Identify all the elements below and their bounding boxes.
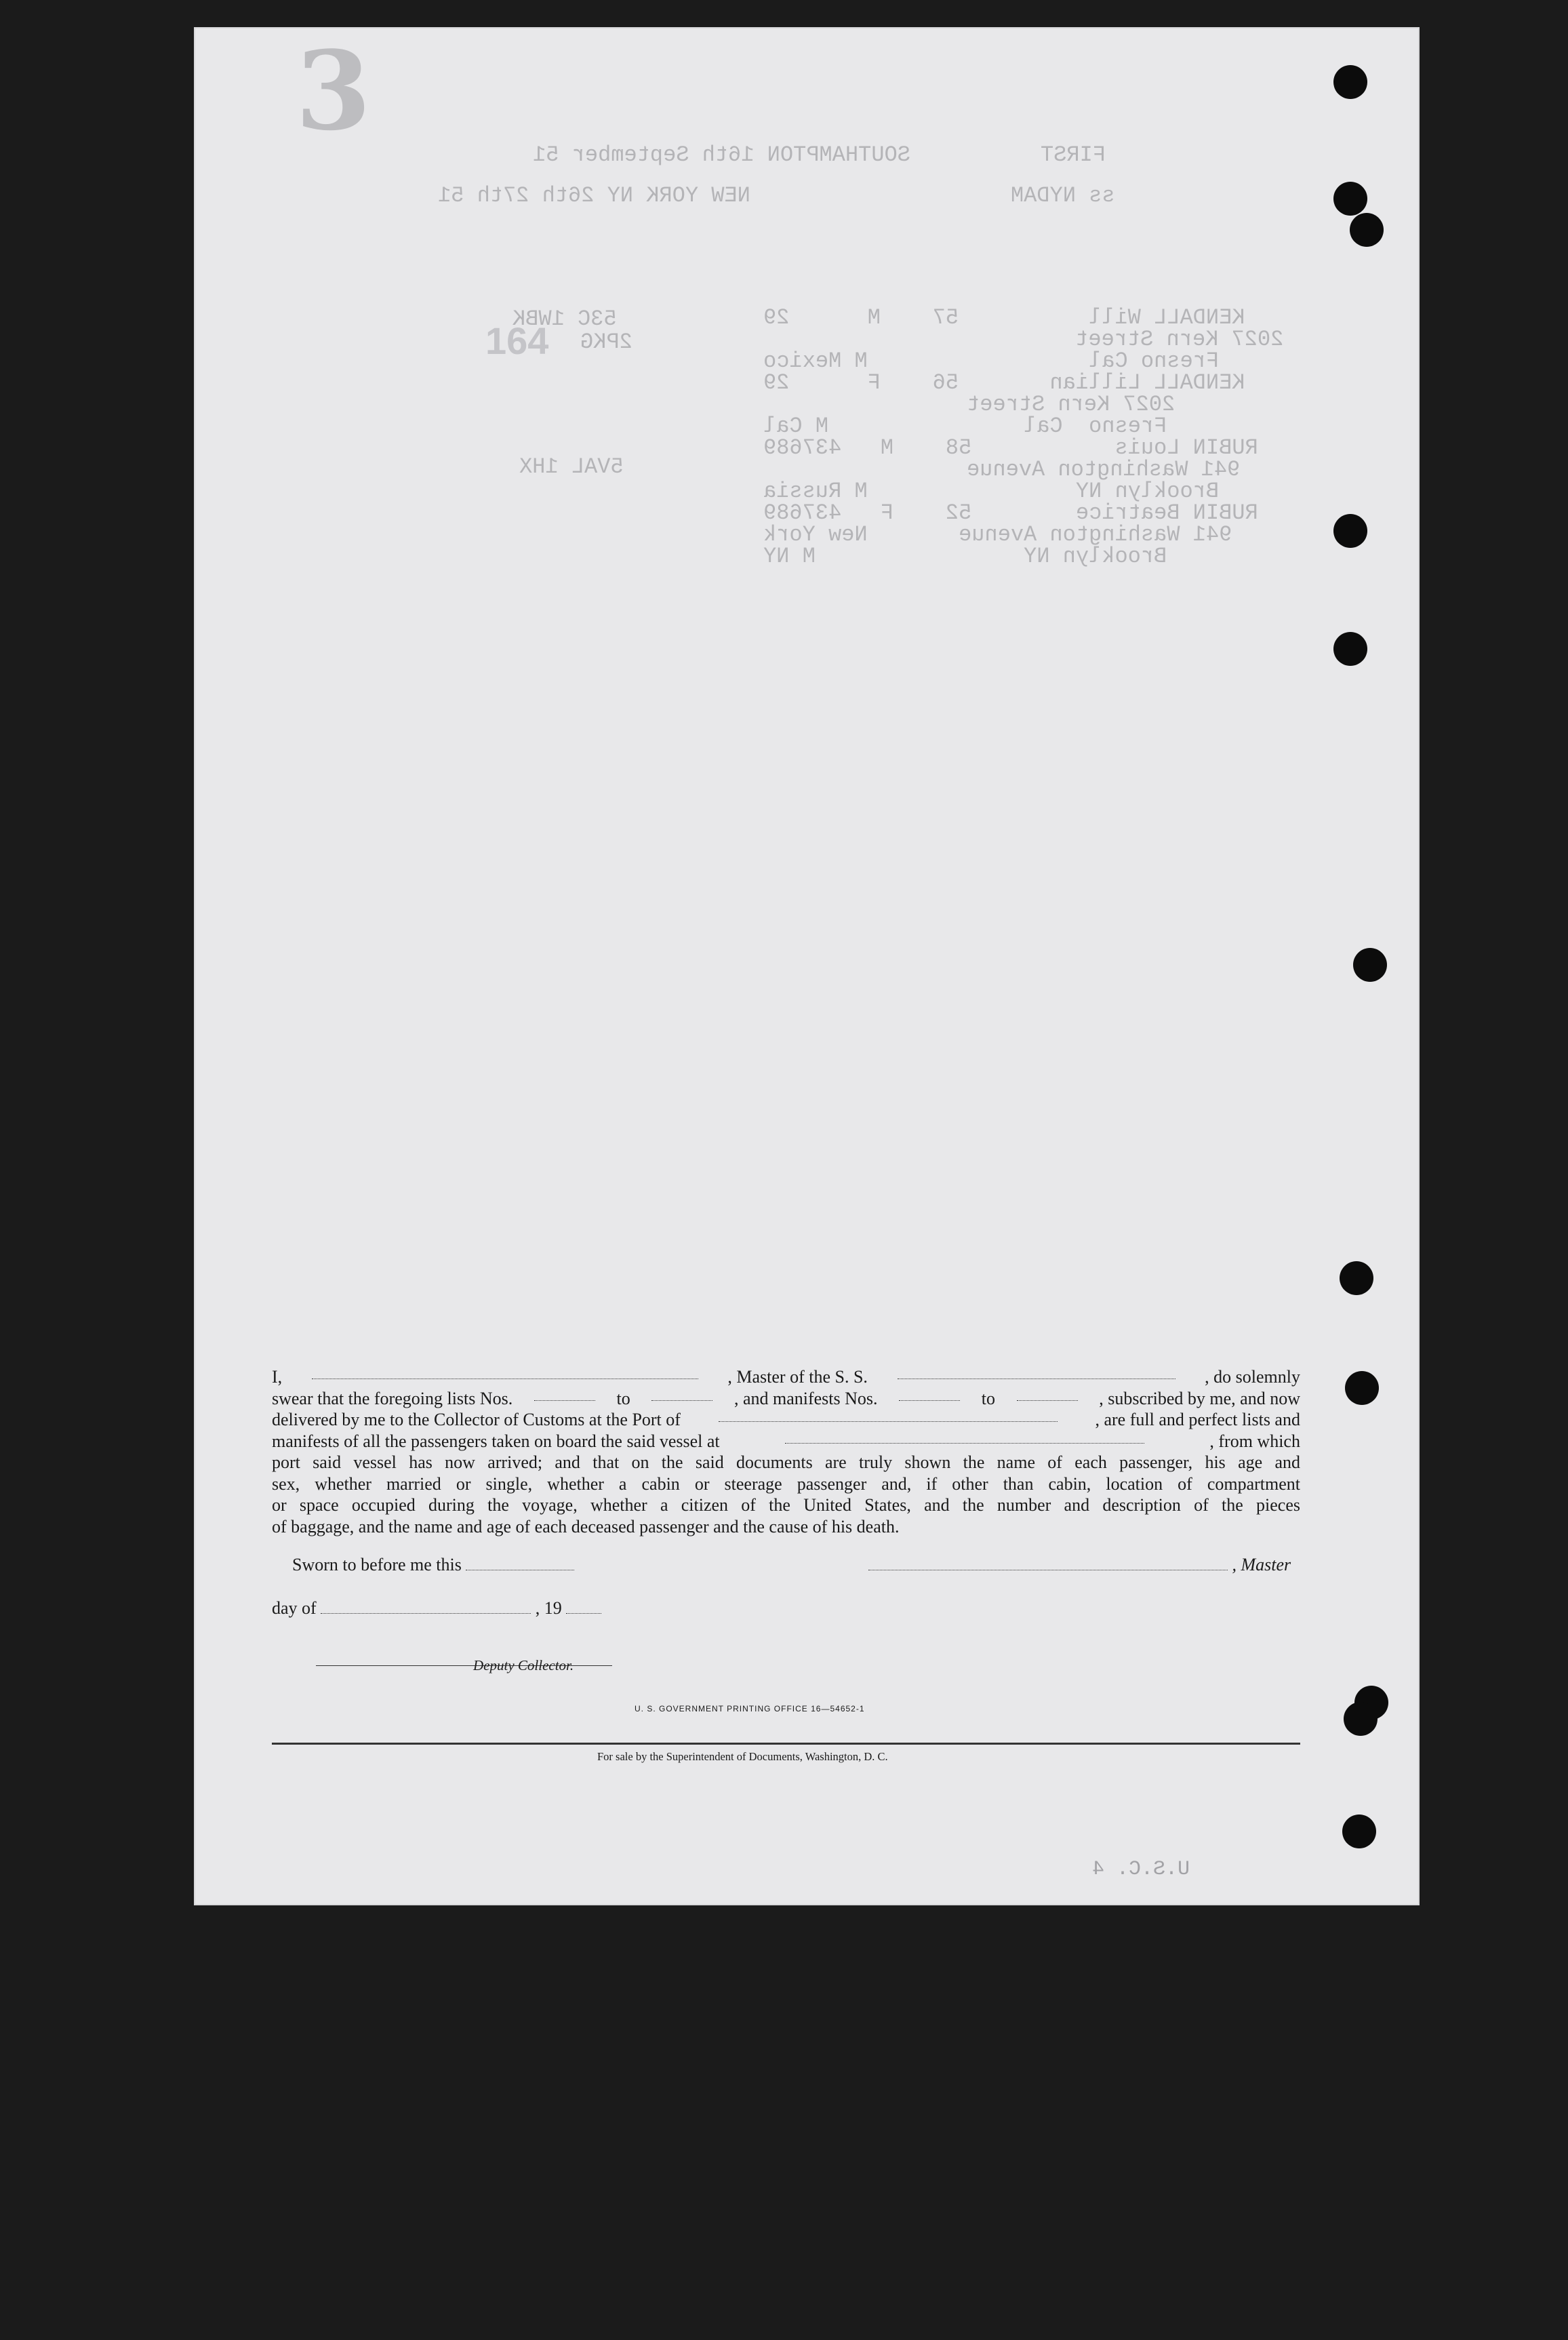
- punch-hole: [1333, 514, 1367, 548]
- oath-text: , subscribed by me, and now: [1099, 1388, 1300, 1408]
- ghost-header-line: ss NYDAM NEW YORK NY 26th 27th 51: [438, 183, 1115, 208]
- year-blank: [566, 1601, 601, 1614]
- ghost-passenger-row: KENDALL Lillian 56 F 29: [763, 370, 1245, 395]
- ghost-passenger-row: 2027 Kern Street: [967, 392, 1214, 417]
- punch-hole: [1342, 1815, 1376, 1848]
- oath-text: , do solemnly: [1205, 1367, 1300, 1387]
- ghost-passenger-row: 2027 Kern Street: [750, 327, 1323, 352]
- departure-port-blank: [785, 1431, 1144, 1444]
- oath-text: , are full and perfect lists and: [1095, 1410, 1300, 1429]
- oath-text: of baggage, and the name and age of each deceased passenger and the cause of his death.: [272, 1516, 900, 1536]
- oath-text: delivered by me to the Collector of Customs at the Port of: [272, 1410, 681, 1429]
- year-label: , 19: [535, 1598, 562, 1618]
- oath-text: swear that the foregoing lists Nos.: [272, 1388, 513, 1408]
- for-sale-line: For sale by the Superintendent of Documents, Washington, D. C.: [597, 1750, 888, 1763]
- oath-text: to: [981, 1388, 995, 1408]
- ghost-passenger-row: 941 Washington Avenue: [967, 457, 1279, 482]
- master-name-blank: [312, 1366, 698, 1379]
- oath-text: port said vessel has now arrived; and that on the said documents are truly shown the name of each passenger, his age and: [272, 1452, 1300, 1472]
- oath-text: , from which: [1209, 1431, 1300, 1451]
- sheet-number: 3: [296, 27, 371, 155]
- manifest-from-blank: [899, 1388, 960, 1401]
- master-signature-row: [868, 1555, 1291, 1575]
- ghost-side-code: 2PKG: [580, 330, 632, 355]
- ghost-side-code: 53C 1WBK: [512, 306, 617, 332]
- list-from-blank: [534, 1388, 595, 1401]
- printing-office-line: U. S. GOVERNMENT PRINTING OFFICE 16—54652-1: [635, 1704, 865, 1713]
- ghost-passenger-row: RUBIN Beatrice 52 F 437689: [763, 500, 1258, 525]
- ghost-passenger-row: Brooklyn NY M Russia: [763, 479, 1258, 504]
- day-blank: [321, 1601, 531, 1614]
- oath-text: , and manifests Nos.: [733, 1388, 878, 1408]
- punch-hole: [1353, 948, 1387, 982]
- oath-paragraph: [272, 1366, 1300, 1537]
- master-signature-line: [868, 1558, 1228, 1570]
- sworn-date-blank: [466, 1558, 574, 1570]
- sworn-row: [292, 1555, 574, 1575]
- list-to-blank: [651, 1388, 712, 1401]
- manifest-sheet: [194, 27, 1420, 1905]
- footer-rule: [272, 1743, 1300, 1745]
- ship-name-blank: [898, 1366, 1175, 1379]
- deputy-collector-label: Deputy Collector.: [473, 1657, 574, 1673]
- oath-text: or space occupied during the voyage, whether a citizen of the United States, and the number and description of the pieces: [272, 1495, 1300, 1515]
- ghost-header-line: FIRST SOUTHAMPTON 16th September 51: [533, 142, 1106, 167]
- punch-hole: [1333, 65, 1367, 99]
- punch-hole: [1344, 1702, 1378, 1736]
- ghost-passenger-row: Fresno Cal M Cal: [763, 414, 1206, 439]
- punch-hole: [1350, 213, 1384, 247]
- punch-hole: [1333, 182, 1367, 216]
- master-label: , Master: [1232, 1555, 1291, 1574]
- ghost-passenger-row: RUBIN Louis 58 M 437689: [763, 435, 1258, 460]
- ghost-faint-number: 164: [485, 319, 549, 362]
- punch-hole: [1333, 632, 1367, 666]
- ghost-passenger-row: Brooklyn NY M NY: [763, 544, 1206, 569]
- day-row: [272, 1598, 601, 1619]
- ghost-passenger-row: 941 Washington Avenue New York: [763, 522, 1271, 547]
- ghost-passenger-row: Fresno Cal M Mexico: [763, 349, 1258, 374]
- oath-text: I,: [272, 1367, 283, 1387]
- ghost-passenger-row: KENDALL Will 57 M 29: [763, 305, 1245, 330]
- port-blank: [719, 1409, 1058, 1422]
- day-of-label: day of: [272, 1598, 317, 1618]
- ghost-side-code: 5VAL 1HX: [519, 454, 624, 479]
- ghost-bottom-id: U.S.C. 4: [1092, 1858, 1190, 1881]
- oath-text: manifests of all the passengers taken on board the said vessel at: [272, 1431, 720, 1451]
- oath-text: sex, whether married or single, whether a cabin or steerage passenger and, if other than cabin, location of compartment: [272, 1473, 1300, 1494]
- manifest-to-blank: [1017, 1388, 1078, 1401]
- sworn-label: Sworn to before me this: [292, 1555, 462, 1574]
- oath-text: , Master of the S. S.: [727, 1367, 868, 1387]
- punch-hole: [1340, 1261, 1373, 1295]
- oath-text: to: [616, 1388, 630, 1408]
- punch-hole: [1345, 1371, 1379, 1405]
